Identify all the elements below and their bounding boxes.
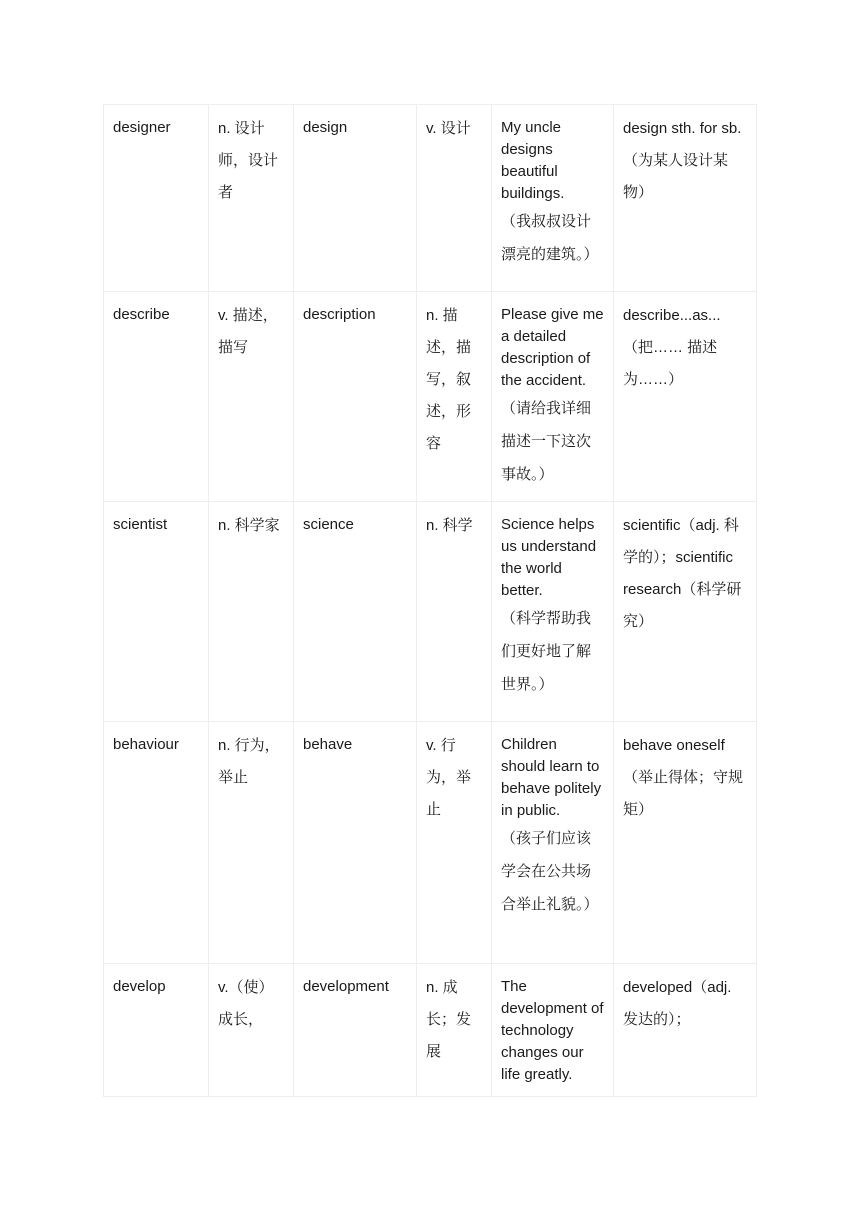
related-pos-cell: v. 行为，举止	[417, 722, 492, 964]
example-english: Science helps us understand the world better.	[501, 516, 597, 599]
example-english: My uncle designs beautiful buildings.	[501, 119, 565, 202]
part-of-speech-cell: v.（使）成长，	[209, 964, 294, 1097]
table-row	[104, 502, 757, 722]
example-cell	[492, 502, 614, 722]
part-of-speech-cell: n. 科学家	[209, 502, 294, 722]
example-cell	[492, 722, 614, 964]
word-cell: describe	[104, 292, 209, 502]
related-pos-cell: n. 描述，描写，叙述，形容	[417, 292, 492, 502]
word-cell: scientist	[104, 502, 209, 722]
example-english: The development of technology changes our life greatly.	[501, 978, 604, 1083]
example-chinese: （请给我详细描述一下这次事故。）	[501, 400, 592, 483]
phrase-cell	[614, 502, 757, 722]
table-row	[104, 964, 757, 1097]
related-word-cell: development	[294, 964, 417, 1097]
part-of-speech-cell: n. 设计师，设计者	[209, 105, 294, 292]
word-cell: behaviour	[104, 722, 209, 964]
word-cell: designer	[104, 105, 209, 292]
phrase-english: behave oneself	[623, 737, 725, 754]
example-english: Children should learn to behave politely in public.	[501, 736, 602, 819]
related-pos-cell: n. 成长；发展	[417, 964, 492, 1097]
phrase-cell	[614, 105, 757, 292]
example-chinese: （科学帮助我们更好地了解世界。）	[501, 610, 592, 693]
phrase-chinese: （举止得体；守规矩）	[623, 769, 744, 818]
related-word-cell: science	[294, 502, 417, 722]
example-cell	[492, 292, 614, 502]
vocabulary-table	[103, 104, 757, 1097]
part-of-speech-cell: n. 行为，举止	[209, 722, 294, 964]
phrase-english: developed（adj. 发达的）；	[623, 979, 732, 1028]
phrase-english: scientific（adj. 科学的）；scientific research（科学研究）	[623, 517, 742, 630]
phrase-cell	[614, 292, 757, 502]
phrase-chinese: （把…… 描述为……）	[623, 339, 718, 388]
related-word-cell: behave	[294, 722, 417, 964]
example-chinese: （孩子们应该学会在公共场合举止礼貌。）	[501, 830, 599, 913]
table-row	[104, 105, 757, 292]
phrase-english: describe...as...	[623, 307, 721, 324]
phrase-chinese: （为某人设计某物）	[623, 152, 729, 201]
phrase-english: design sth. for sb.	[623, 120, 742, 137]
word-cell: develop	[104, 964, 209, 1097]
example-english: Please give me a detailed description of the accident.	[501, 306, 604, 389]
example-chinese: （我叔叔设计漂亮的建筑。）	[501, 213, 599, 263]
related-pos-cell: n. 科学	[417, 502, 492, 722]
phrase-cell	[614, 964, 757, 1097]
example-cell	[492, 964, 614, 1097]
related-word-cell: description	[294, 292, 417, 502]
related-word-cell: design	[294, 105, 417, 292]
table-row	[104, 292, 757, 502]
phrase-cell	[614, 722, 757, 964]
table-row	[104, 722, 757, 964]
example-cell	[492, 105, 614, 292]
related-pos-cell: v. 设计	[417, 105, 492, 292]
part-of-speech-cell: v. 描述，描写	[209, 292, 294, 502]
